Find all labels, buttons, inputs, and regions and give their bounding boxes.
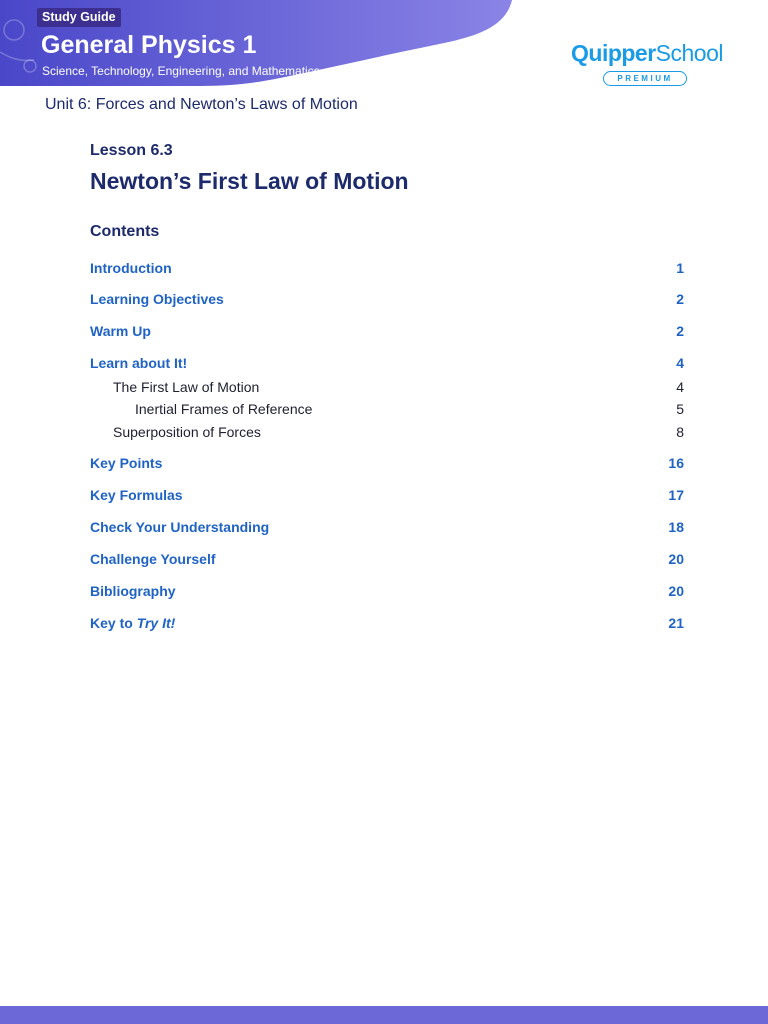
- contents-heading: Contents: [90, 223, 160, 240]
- toc-item-page: 1: [676, 260, 684, 276]
- toc-item-label: Key Formulas: [90, 487, 183, 503]
- toc-item-page: 16: [668, 455, 684, 471]
- toc-item-key-to-try-it[interactable]: [90, 614, 684, 632]
- toc-item-label: Key Points: [90, 455, 163, 471]
- toc-item-check-your-understanding[interactable]: [90, 518, 684, 536]
- toc-item-label-italic: Try It!: [136, 615, 176, 631]
- course-subtitle: Science, Technology, Engineering, and Mathematics: [42, 64, 320, 78]
- toc-item-page: 21: [668, 615, 684, 631]
- toc-item-challenge-yourself[interactable]: [90, 550, 684, 568]
- lesson-number: Lesson 6.3: [90, 142, 173, 159]
- logo-wordmark: QuipperSchool: [571, 40, 723, 66]
- toc-item-page: 2: [676, 323, 684, 339]
- toc-item-page: 2: [676, 291, 684, 307]
- toc-item-page: 4: [676, 355, 684, 371]
- toc-item-label: Challenge Yourself: [90, 551, 216, 567]
- lesson-title: Newton’s First Law of Motion: [90, 168, 409, 194]
- toc-item-page: 5: [676, 401, 684, 417]
- toc-item-page: 18: [668, 519, 684, 535]
- toc-item-superposition-of-forces[interactable]: [90, 423, 684, 441]
- toc-item-page: 4: [676, 379, 684, 395]
- toc-item-introduction[interactable]: [90, 259, 684, 277]
- study-guide-badge: Study Guide: [37, 8, 121, 27]
- toc-item-page: 8: [676, 424, 684, 440]
- header-banner: [0, 0, 520, 86]
- unit-title: Unit 6: Forces and Newton’s Laws of Motion: [45, 96, 358, 113]
- toc-item-label: Learning Objectives: [90, 291, 224, 307]
- toc-item-learning-objectives[interactable]: [90, 290, 684, 308]
- footer-bar: [0, 1006, 768, 1024]
- toc-item-key-points[interactable]: [90, 454, 684, 472]
- quipper-school-logo: [571, 40, 731, 90]
- course-title: General Physics 1: [41, 31, 257, 59]
- toc-item-inertial-frames[interactable]: [90, 400, 684, 418]
- toc-item-page: 20: [668, 583, 684, 599]
- premium-tag: PREMIUM: [603, 71, 687, 86]
- toc-item-label: Bibliography: [90, 583, 176, 599]
- toc-item-page: 20: [668, 551, 684, 567]
- toc-item-label: Introduction: [90, 260, 172, 276]
- toc-item-label: Inertial Frames of Reference: [135, 401, 313, 417]
- toc-item-label: The First Law of Motion: [113, 379, 260, 395]
- toc-item-label: Check Your Understanding: [90, 519, 270, 535]
- toc-item-label: Key to Try It!: [90, 615, 176, 631]
- toc-item-page: 17: [668, 487, 684, 503]
- toc-item-key-formulas[interactable]: [90, 486, 684, 504]
- toc-item-first-law-of-motion[interactable]: [90, 378, 684, 396]
- toc-item-learn-about-it[interactable]: [90, 354, 684, 372]
- toc-item-label: Superposition of Forces: [113, 424, 261, 440]
- toc-item-label: Learn about It!: [90, 355, 188, 371]
- toc-item-bibliography[interactable]: [90, 582, 684, 600]
- toc-item-warm-up[interactable]: [90, 322, 684, 340]
- toc-item-label: Warm Up: [90, 323, 151, 339]
